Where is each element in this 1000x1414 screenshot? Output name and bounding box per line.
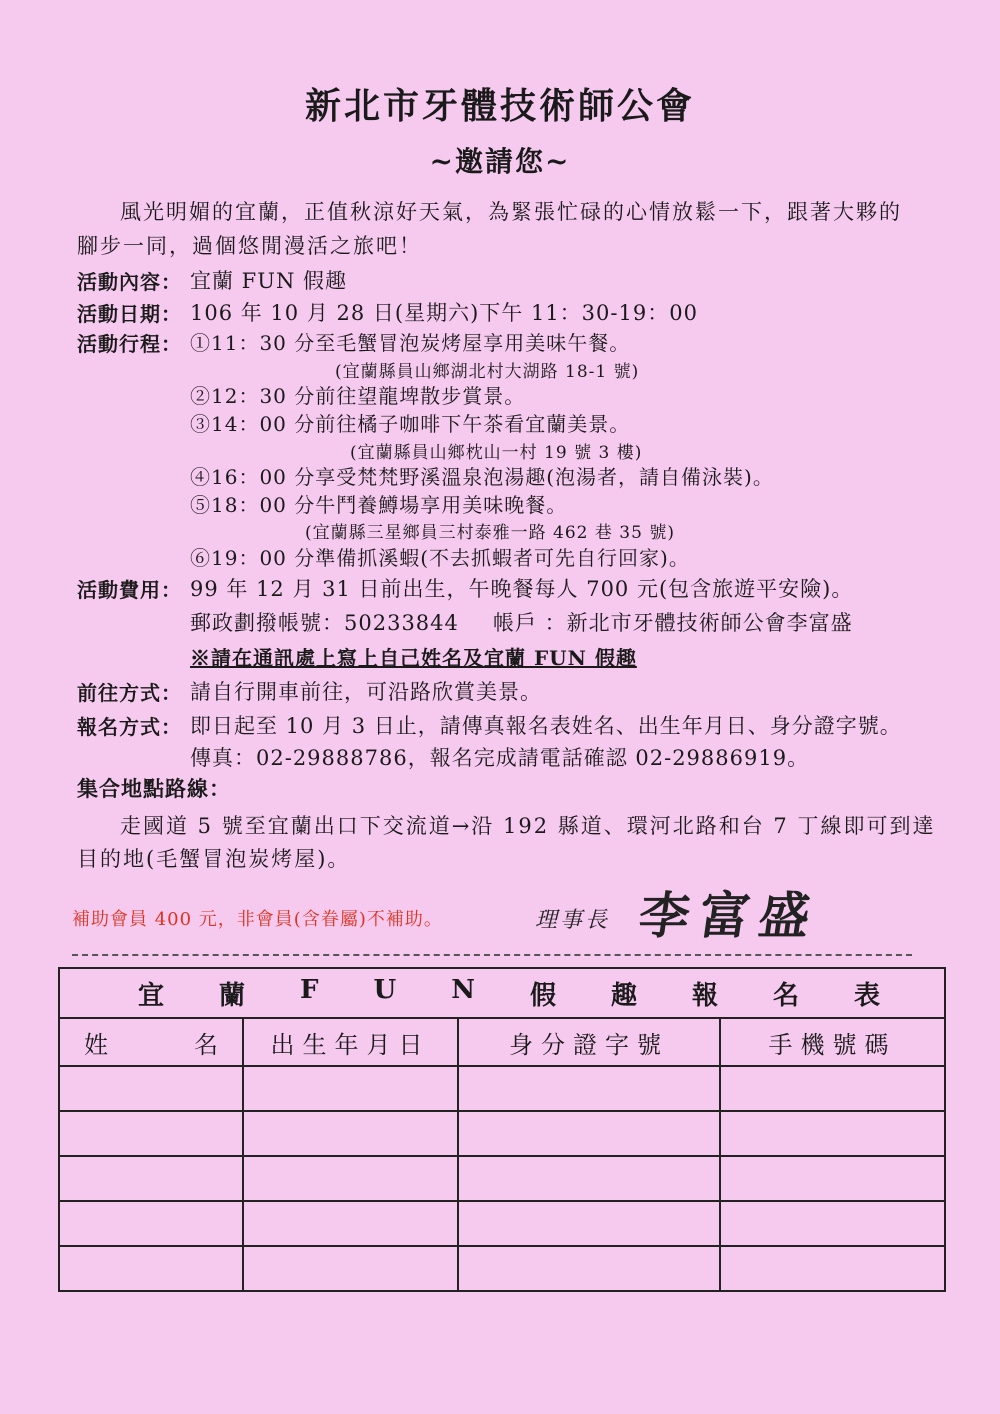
mail-notice: ※請在通訊處上寫上自己姓名及宜蘭 FUN 假趣 bbox=[190, 646, 637, 670]
form-title-char: 蘭 bbox=[219, 980, 246, 1011]
col-header-id-number: 身分證字號 bbox=[458, 1018, 720, 1066]
id-number-cell[interactable] bbox=[458, 1111, 720, 1156]
cut-line bbox=[72, 954, 912, 956]
itinerary-item: ②12：30 分前往望龍埤散步賞景。 bbox=[190, 384, 526, 408]
birthdate-cell[interactable] bbox=[243, 1066, 458, 1111]
col-header-name: 姓 名 bbox=[59, 1018, 243, 1066]
form-row bbox=[59, 1201, 945, 1246]
itinerary-address: (宜蘭縣員山鄉湖北村大湖路 18-1 號) bbox=[335, 362, 640, 382]
mobile-cell[interactable] bbox=[720, 1111, 945, 1156]
id-number-cell[interactable] bbox=[458, 1066, 720, 1111]
form-title-char: 名 bbox=[773, 980, 800, 1011]
date-label: 活動日期： bbox=[77, 302, 182, 326]
form-title bbox=[59, 968, 945, 1018]
id-number-cell[interactable] bbox=[458, 1246, 720, 1291]
route-label: 集合地點路線： bbox=[77, 776, 231, 801]
name-cell[interactable] bbox=[59, 1066, 243, 1111]
name-cell[interactable] bbox=[59, 1111, 243, 1156]
itinerary-item: ③14：00 分前往橘子咖啡下午茶看宜蘭美景。 bbox=[190, 412, 631, 436]
registration-form bbox=[58, 967, 946, 1292]
route-line-2: 目的地(毛蟹冒泡炭烤屋)。 bbox=[77, 847, 351, 871]
col-header-mobile: 手機號碼 bbox=[720, 1018, 945, 1066]
transport-label: 前往方式： bbox=[77, 681, 182, 705]
birthdate-cell[interactable] bbox=[243, 1111, 458, 1156]
itinerary-item: ④16：00 分享受梵梵野溪溫泉泡湯趣(泡湯者，請自備泳裝)。 bbox=[190, 465, 774, 489]
intro-line-2: 腳步一同，過個悠閒漫活之旅吧！ bbox=[77, 234, 422, 258]
route-line-1: 走國道 5 號至宜蘭出口下交流道→沿 192 縣道、環河北路和台 7 丁線即可到達 bbox=[120, 814, 936, 838]
form-title-char: 宜 bbox=[138, 980, 165, 1011]
birthdate-cell[interactable] bbox=[243, 1201, 458, 1246]
id-number-cell[interactable] bbox=[458, 1201, 720, 1246]
form-title-char: F bbox=[300, 974, 319, 1005]
itinerary-label: 活動行程： bbox=[77, 332, 182, 356]
col-header-birthdate: 出生年月日 bbox=[243, 1018, 458, 1066]
form-row bbox=[59, 1156, 945, 1201]
fee-label: 活動費用： bbox=[77, 578, 182, 602]
content-value: 宜蘭 FUN 假趣 bbox=[190, 269, 347, 293]
subsidy-note: 補助會員 400 元，非會員(含眷屬)不補助。 bbox=[72, 909, 443, 930]
name-cell[interactable] bbox=[59, 1246, 243, 1291]
mobile-cell[interactable] bbox=[720, 1246, 945, 1291]
form-title-char: 報 bbox=[691, 980, 718, 1011]
form-title-char: 表 bbox=[854, 980, 881, 1011]
chairman-signature: 李富盛 bbox=[635, 886, 824, 945]
page-subtitle: ~邀請您~ bbox=[429, 145, 571, 178]
name-cell[interactable] bbox=[59, 1201, 243, 1246]
itinerary-item: ⑤18：00 分牛鬥養鱒場享用美味晚餐。 bbox=[190, 493, 568, 517]
form-title-char: N bbox=[451, 974, 475, 1005]
registration-label: 報名方式： bbox=[77, 715, 182, 739]
transport-value: 請自行開車前往，可沿路欣賞美景。 bbox=[190, 680, 542, 704]
itinerary-address: (宜蘭縣員山鄉枕山一村 19 號 3 樓) bbox=[350, 443, 643, 463]
form-title-char: 趣 bbox=[610, 980, 637, 1011]
mobile-cell[interactable] bbox=[720, 1066, 945, 1111]
account-holder: 帳戶 ：新北市牙體技術師公會李富盛 bbox=[493, 611, 853, 635]
form-row bbox=[59, 1066, 945, 1111]
intro-line-1: 風光明媚的宜蘭，正值秋涼好天氣，為緊張忙碌的心情放鬆一下，跟著大夥的 bbox=[120, 200, 902, 224]
birthdate-cell[interactable] bbox=[243, 1156, 458, 1201]
itinerary-item: ⑥19：00 分準備抓溪蝦(不去抓蝦者可先自行回家)。 bbox=[190, 546, 690, 570]
fax-info: 傳真：02-29888786，報名完成請電話確認 02-29886919。 bbox=[190, 746, 810, 770]
id-number-cell[interactable] bbox=[458, 1156, 720, 1201]
postal-account: 郵政劃撥帳號：50233844 bbox=[190, 611, 459, 635]
birthdate-cell[interactable] bbox=[243, 1246, 458, 1291]
form-row bbox=[59, 1246, 945, 1291]
form-title-char: 假 bbox=[529, 980, 556, 1011]
form-row bbox=[59, 1111, 945, 1156]
chairman-title: 理事長 bbox=[535, 908, 611, 933]
date-value: 106 年 10 月 28 日(星期六)下午 11：30-19：00 bbox=[190, 301, 698, 325]
mobile-cell[interactable] bbox=[720, 1156, 945, 1201]
itinerary-address: (宜蘭縣三星鄉員三村泰雅一路 462 巷 35 號) bbox=[305, 523, 675, 543]
mobile-cell[interactable] bbox=[720, 1201, 945, 1246]
registration-value: 即日起至 10 月 3 日止，請傳真報名表姓名、出生年月日、身分證字號。 bbox=[190, 714, 902, 738]
fee-value: 99 年 12 月 31 日前出生，午晚餐每人 700 元(包含旅遊平安險)。 bbox=[190, 577, 854, 601]
form-title-char: U bbox=[373, 974, 397, 1005]
page-title: 新北市牙體技術師公會 bbox=[304, 85, 695, 127]
name-cell[interactable] bbox=[59, 1156, 243, 1201]
content-label: 活動內容： bbox=[77, 270, 182, 294]
itinerary-item: ①11：30 分至毛蟹冒泡炭烤屋享用美味午餐。 bbox=[190, 331, 631, 355]
